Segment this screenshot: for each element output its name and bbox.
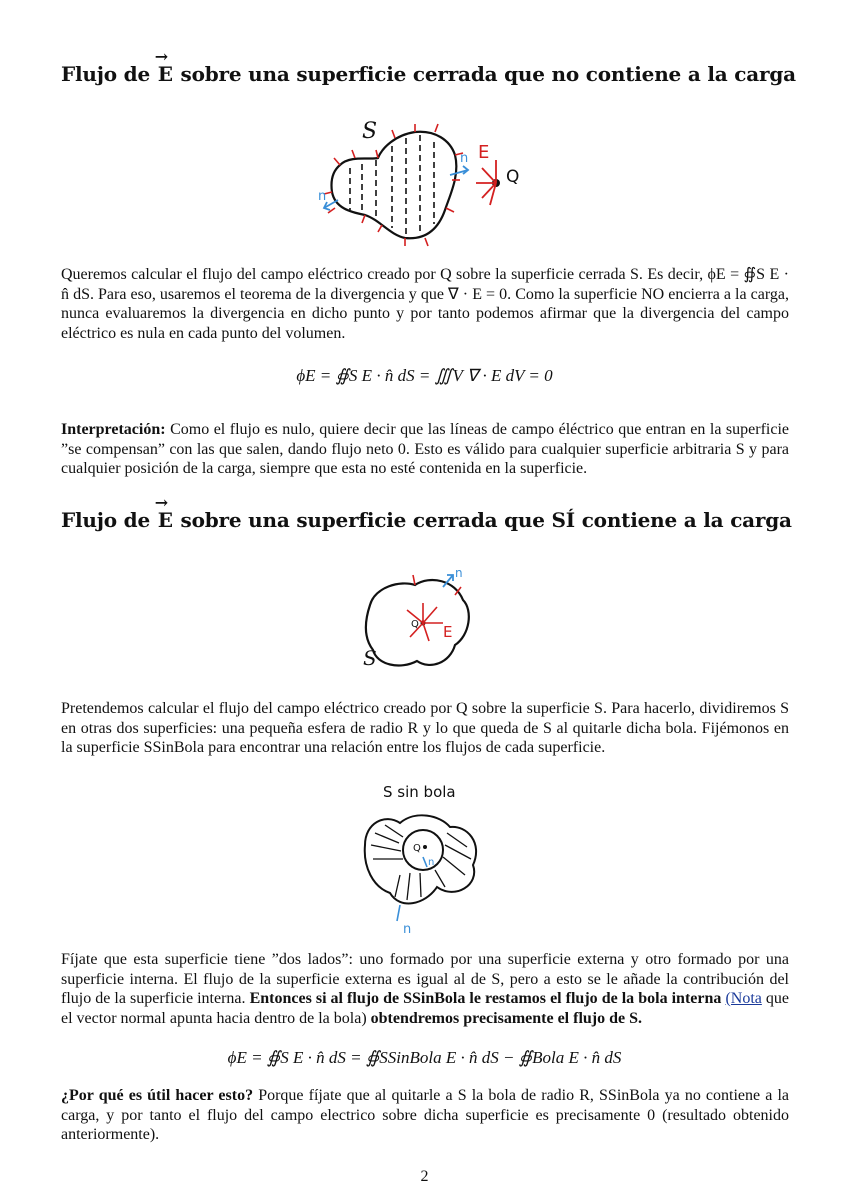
svg-text:E: E (478, 142, 490, 163)
svg-text:Q: Q (411, 619, 419, 630)
section1-paragraph: Queremos calcular el flujo del campo eléctrico creado por Q sobre la superficie cerrada S. Es decir, ϕE = ∯S E · n̂ dS. Para eso, usaremos el teorema de la divergencia y que ∇ · E = 0. Como la superficie NO encierra a la carga, nunca evaluaremos la divergencia en dicho punto y por tanto podemos afirmar que la divergencia del campo eléctrico es nula en cada punto del volumen. (61, 266, 789, 342)
svg-text:Q: Q (413, 843, 421, 854)
vector-e-symbol: → E (154, 47, 173, 86)
svg-text:E: E (443, 623, 453, 641)
svg-text:n: n (428, 857, 435, 868)
svg-text:S: S (363, 646, 377, 670)
section1-equation: ϕE = ∯S E · n̂ dS = ∭V ∇ · E dV = 0 (296, 366, 553, 385)
section2-question: ¿Por qué es útil hacer esto? Porque fíjate que al quitarle a S la bola de radio R, SSinBola ya no contiene a la carga, y por tanto el flujo del campo electrico sobre dicha superficie es precisamente 0 (resultado obtenido anteriormente). (61, 1087, 790, 1143)
svg-text:Q: Q (506, 167, 520, 187)
svg-text:n: n (318, 189, 327, 204)
vector-e-symbol: → E (154, 493, 173, 532)
section1-title: Flujo de → E sobre una superficie cerrada que no contiene a la carga (61, 47, 796, 86)
svg-text:n: n (460, 151, 469, 166)
figure-surface-sin-bola (355, 775, 495, 935)
nota-link[interactable]: (Nota (725, 990, 762, 1007)
section2-title: Flujo de → E sobre una superficie cerrada que SÍ contiene a la carga (61, 493, 792, 532)
svg-text:n: n (403, 922, 412, 937)
svg-text:S sin bola: S sin bola (383, 783, 456, 801)
page-number: 2 (420, 1168, 429, 1185)
svg-text:n: n (455, 566, 463, 580)
section2-equation: ϕE = ∯S E · n̂ dS = ∯SSinBola E · n̂ dS − ∯Bola E · n̂ dS (227, 1048, 622, 1067)
figure-surface-with-charge (355, 565, 485, 680)
section2-paragraph: Pretendemos calcular el flujo del campo eléctrico creado por Q sobre la superficie S. Para hacerlo, dividiremos S en otras dos superficies: una pequeña esfera de radio R y lo que queda de S al quitarle dicha bola. Fijémonos en la superficie SSinBola para encontrar una relación entre los flujos de cada superficie. (61, 700, 789, 756)
section1-interpretation: Interpretación: Como el flujo es nulo, quiere decir que las líneas de campo éléctrico que entran en la superficie ”se compensan” con las que salen, dando flujo neto 0. Esto es válido para cualquier superficie arbitraria S y para cualquier posición de la carga, siempre que esta no esté contenida en la superficie. (61, 421, 789, 477)
section2-paragraph2: Fíjate que esta superficie tiene ”dos lados”: uno formado por una superficie externa y otro formado por una superficie interna. El flujo de la superficie externa es igual al de S, pero a esto se le añade la contribución del flujo de la superficie interna. Entonces si al flujo de SSinBola le restamos el flujo de la bola interna (Nota que el vector normal apunta hacia dentro de la bola) obtendremos precisamente el flujo de S. (61, 951, 790, 1027)
figure-surface-without-charge (310, 120, 530, 260)
svg-text:S: S (362, 119, 378, 144)
